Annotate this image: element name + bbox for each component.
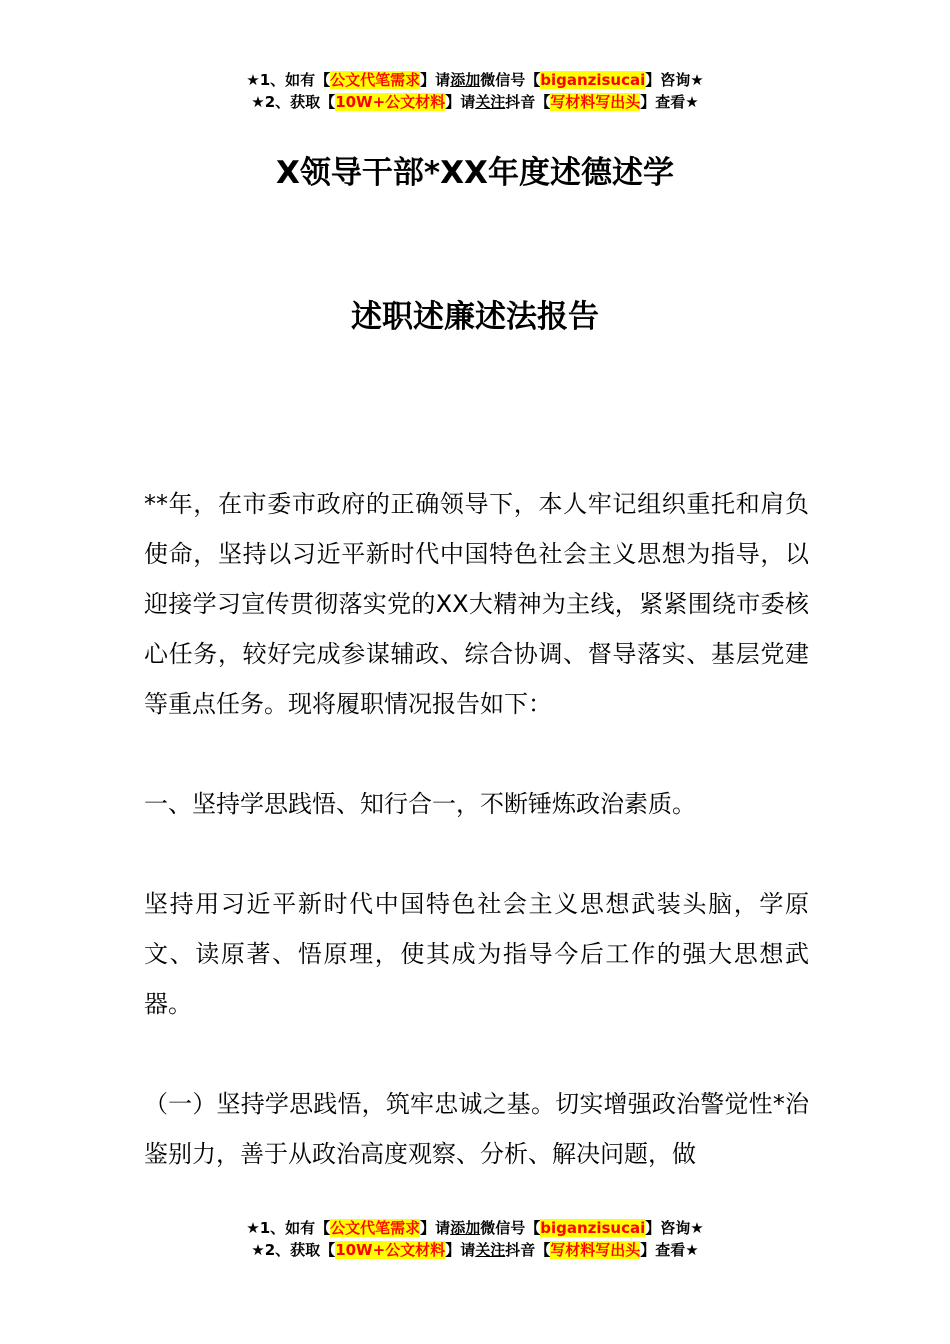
- body-paragraph: [144, 879, 809, 1029]
- banner-text: 】咨询★: [645, 71, 704, 89]
- paragraph-text: 坚持用习近平新时代中国特色社会主义思想武装头脑，学原文、读原著、悟原理，使其成为指导今后工作的强大思想武器。: [144, 890, 809, 1018]
- banner-highlight: 10W+公文材料: [335, 1241, 446, 1259]
- banner-highlight: 公文代笔需求: [330, 1219, 421, 1237]
- paragraph-text: 一、坚持学思践悟、知行合一，不断锤炼政治素质。: [144, 790, 696, 818]
- banner-highlight: 10W+公文材料: [335, 93, 446, 111]
- banner-text: ★1、如有【: [246, 1219, 331, 1237]
- banner-underline: 关注: [475, 93, 506, 111]
- paragraph-text: **年，在市委市政府的正确领导下，本人牢记组织重托和肩负使命，坚持以习近平新时代中国特色社会主义思想为指导，以迎接学习宣传贯彻落实党的XX大精神为主线，紧紧围绕市委核心任务，较好完成参谋辅政、综合协调、督导落实、基层党建等重点任务。现将履职情况报告如下：: [144, 490, 809, 718]
- document-title-line-2: 述职述廉述法报告: [351, 299, 599, 335]
- banner-text: 】查看★: [640, 93, 699, 111]
- banner-text: 微信号【: [480, 1219, 541, 1237]
- banner-underline: 关注: [475, 1241, 506, 1259]
- banner-highlight: biganzisucai: [540, 71, 646, 89]
- paragraph-text: （一）坚持学思践悟，筑牢忠诚之基。切实增强政治警觉性*治鉴别力，善于从政治高度观察、分析、解决问题，做: [144, 1090, 809, 1168]
- body-paragraph: [144, 1079, 809, 1179]
- banner-text: 】请: [445, 1241, 476, 1259]
- banner-text: 微信号【: [480, 71, 541, 89]
- header-banner: [0, 69, 950, 113]
- banner-text: 抖音【: [505, 93, 551, 111]
- banner-line-1: [0, 69, 950, 91]
- banner-text: 】查看★: [640, 1241, 699, 1259]
- footer-banner: [0, 1217, 950, 1261]
- banner-highlight: 写材料写出头: [550, 1241, 641, 1259]
- banner-text: ★2、获取【: [251, 93, 336, 111]
- banner-underline: 添加: [450, 1219, 481, 1237]
- banner-underline: 添加: [450, 71, 481, 89]
- banner-text: 】咨询★: [645, 1219, 704, 1237]
- banner-highlight: biganzisucai: [540, 1219, 646, 1237]
- banner-text: ★1、如有【: [246, 71, 331, 89]
- banner-text: 抖音【: [505, 1241, 551, 1259]
- section-heading: [144, 779, 809, 829]
- banner-text: 】请: [420, 71, 451, 89]
- banner-text: 】请: [420, 1219, 451, 1237]
- banner-line-2: [0, 91, 950, 113]
- banner-text: 】请: [445, 93, 476, 111]
- body-paragraph: [144, 479, 809, 729]
- banner-text: ★2、获取【: [251, 1241, 336, 1259]
- banner-highlight: 公文代笔需求: [330, 71, 421, 89]
- banner-line-1: [0, 1217, 950, 1239]
- document-title-line-1: X领导干部*XX年度述德述学: [276, 155, 674, 191]
- banner-line-2: [0, 1239, 950, 1261]
- banner-highlight: 写材料写出头: [550, 93, 641, 111]
